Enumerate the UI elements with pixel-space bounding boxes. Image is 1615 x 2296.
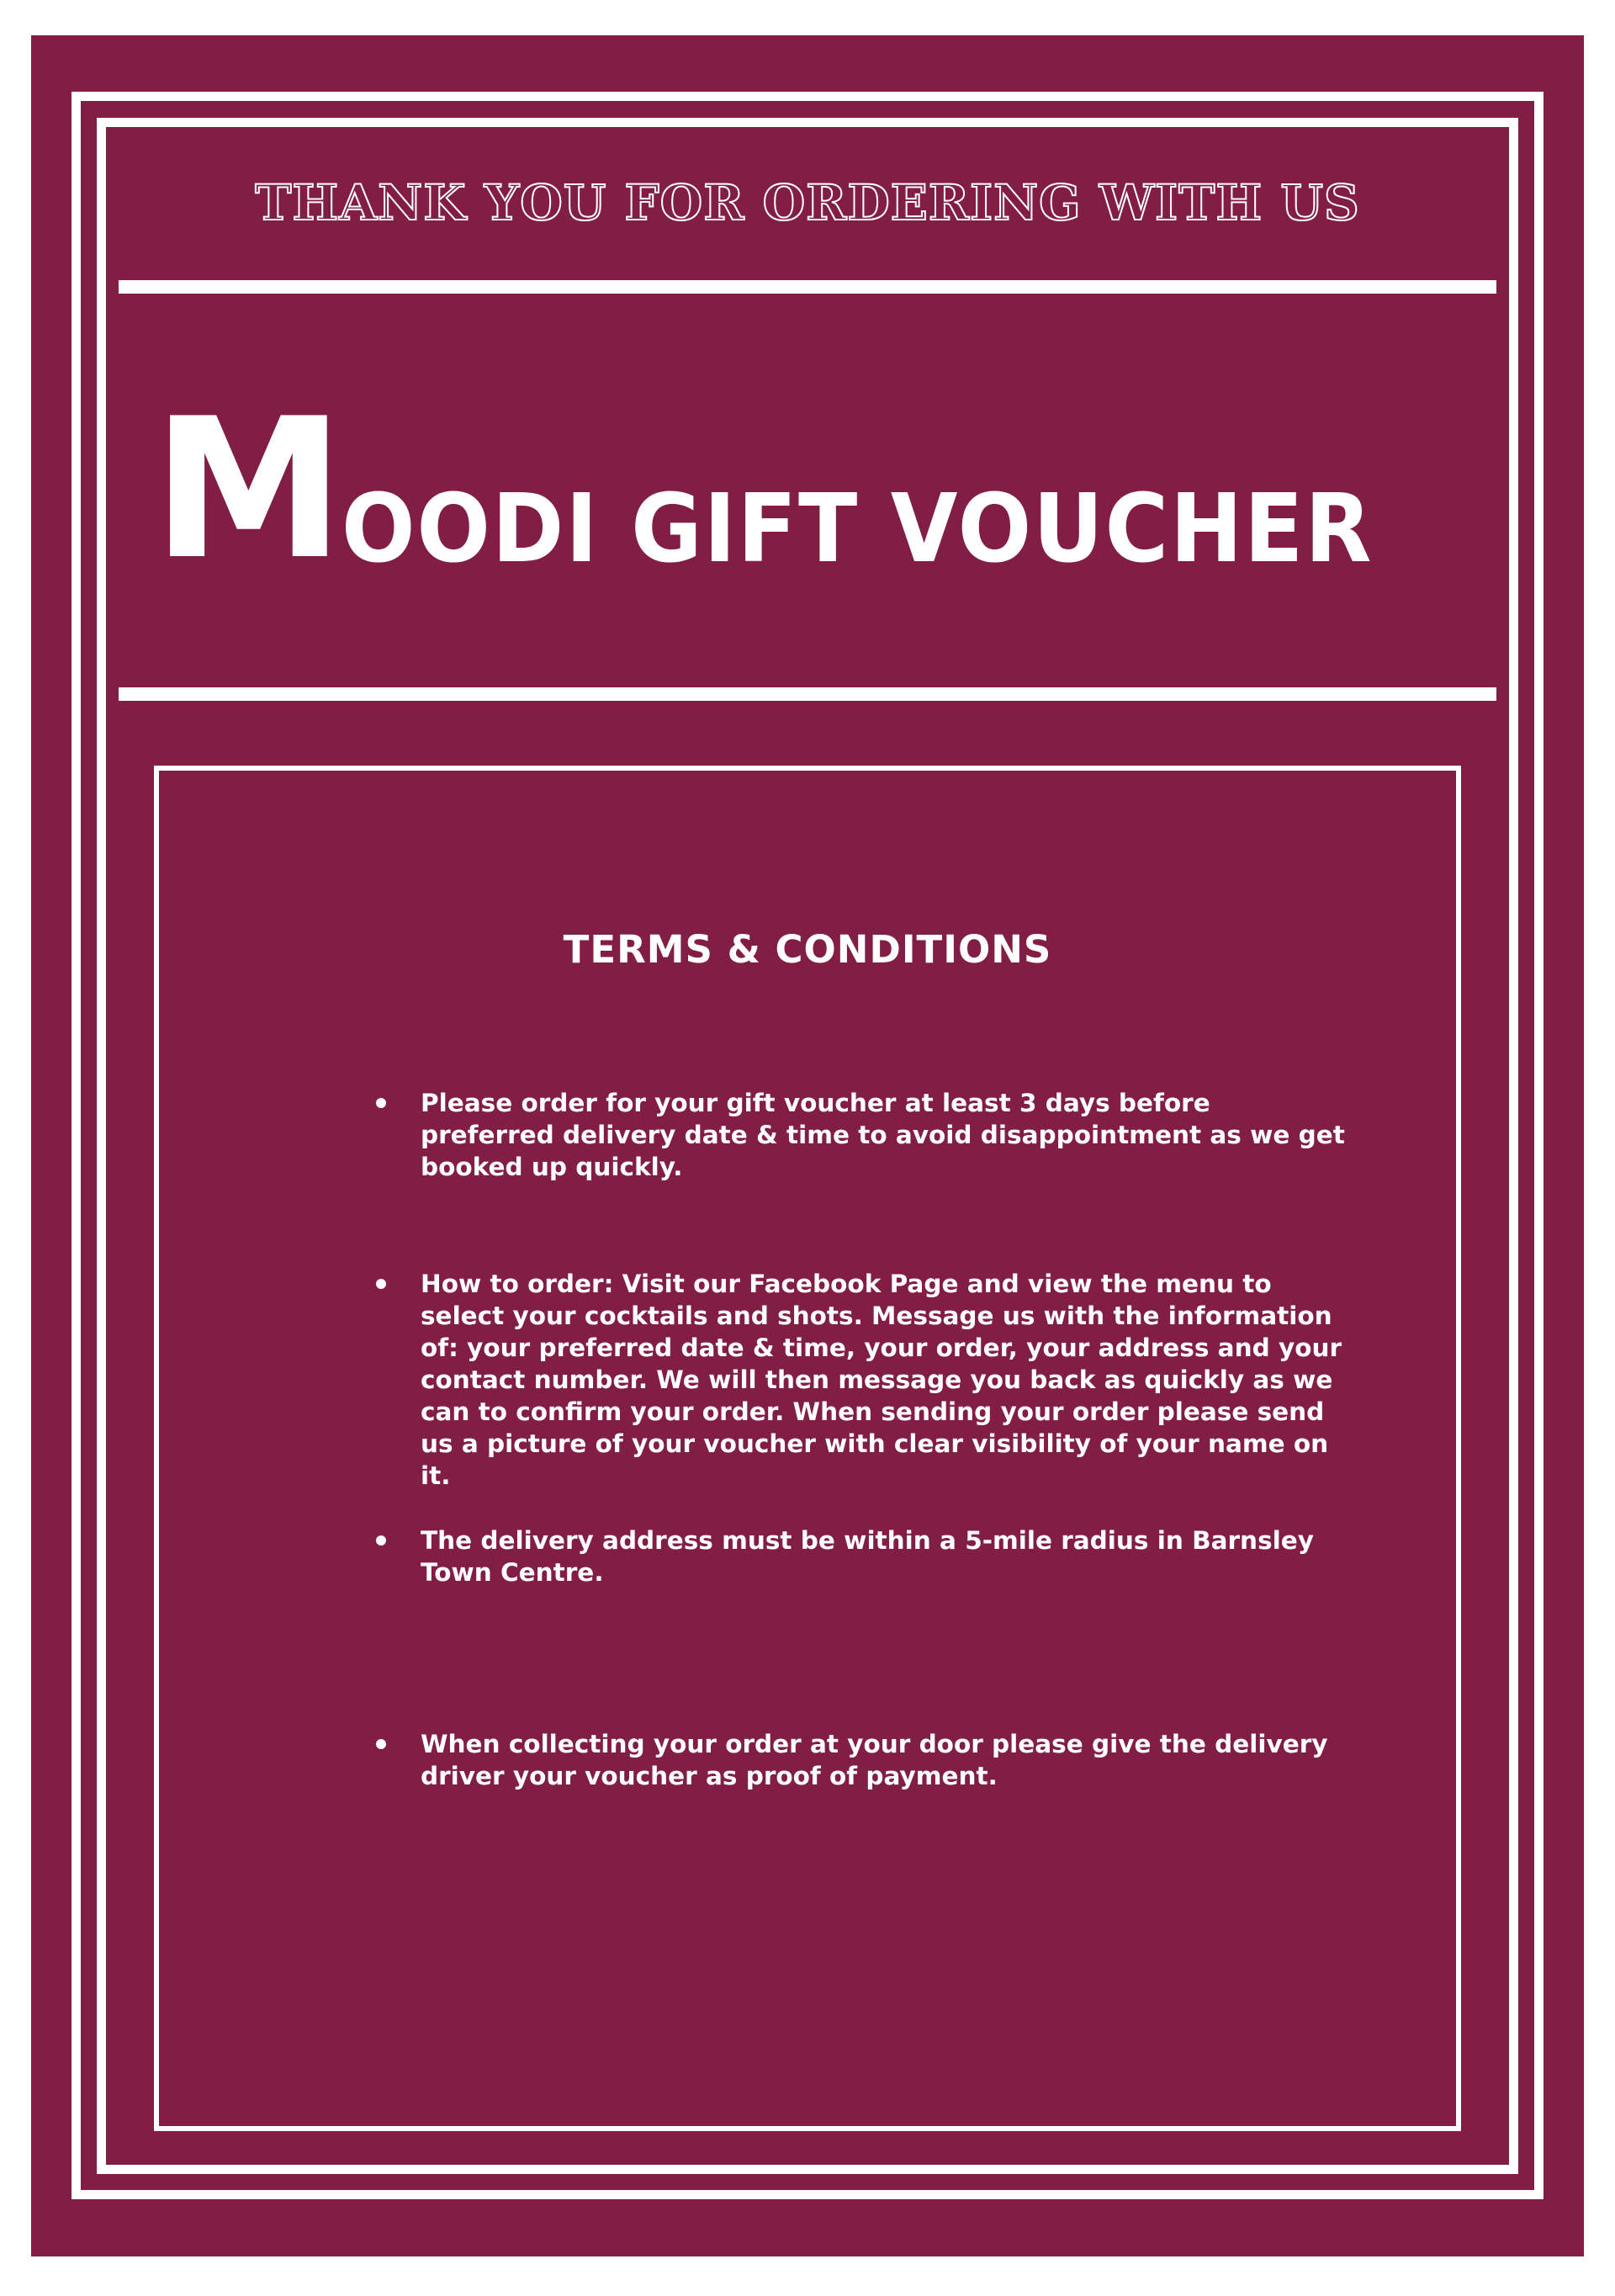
divider-bottom bbox=[119, 687, 1496, 701]
term-text: How to order: Visit our Facebook Page and view the menu to select your cocktails and shots. Message us with the information of: your preferred date & time, your order, your address and your contact number. We will then message you back as quickly as we can to confirm your order. When sending your order please send us a picture of your voucher with clear visibility of your name on it. bbox=[421, 1270, 1342, 1490]
term-item bbox=[359, 1087, 1352, 1183]
bullet-icon bbox=[376, 1098, 386, 1108]
term-item bbox=[359, 1524, 1352, 1588]
term-item bbox=[359, 1268, 1352, 1492]
term-item bbox=[359, 1728, 1352, 1792]
term-text: When collecting your order at your door please give the delivery driver your voucher as proof of payment. bbox=[421, 1730, 1328, 1790]
voucher-title-initial: M bbox=[152, 378, 342, 602]
terms-heading: TERMS & CONDITIONS bbox=[563, 927, 1052, 972]
term-text: The delivery address must be within a 5-mile radius in Barnsley Town Centre. bbox=[421, 1526, 1314, 1587]
bullet-icon bbox=[376, 1739, 386, 1749]
voucher-title-rest: OODI GIFT VOUCHER bbox=[341, 475, 1374, 585]
thank-you-banner bbox=[119, 141, 1496, 263]
thank-you-text: THANK YOU FOR ORDERING WITH US bbox=[255, 173, 1360, 231]
term-text: Please order for your gift voucher at least 3 days before preferred delivery date & time to avoid disappointment as we get booked up quickly. bbox=[421, 1089, 1345, 1181]
bullet-icon bbox=[376, 1279, 386, 1289]
voucher-title bbox=[119, 286, 1496, 681]
gift-voucher bbox=[31, 35, 1584, 2256]
bullet-icon bbox=[376, 1535, 386, 1546]
